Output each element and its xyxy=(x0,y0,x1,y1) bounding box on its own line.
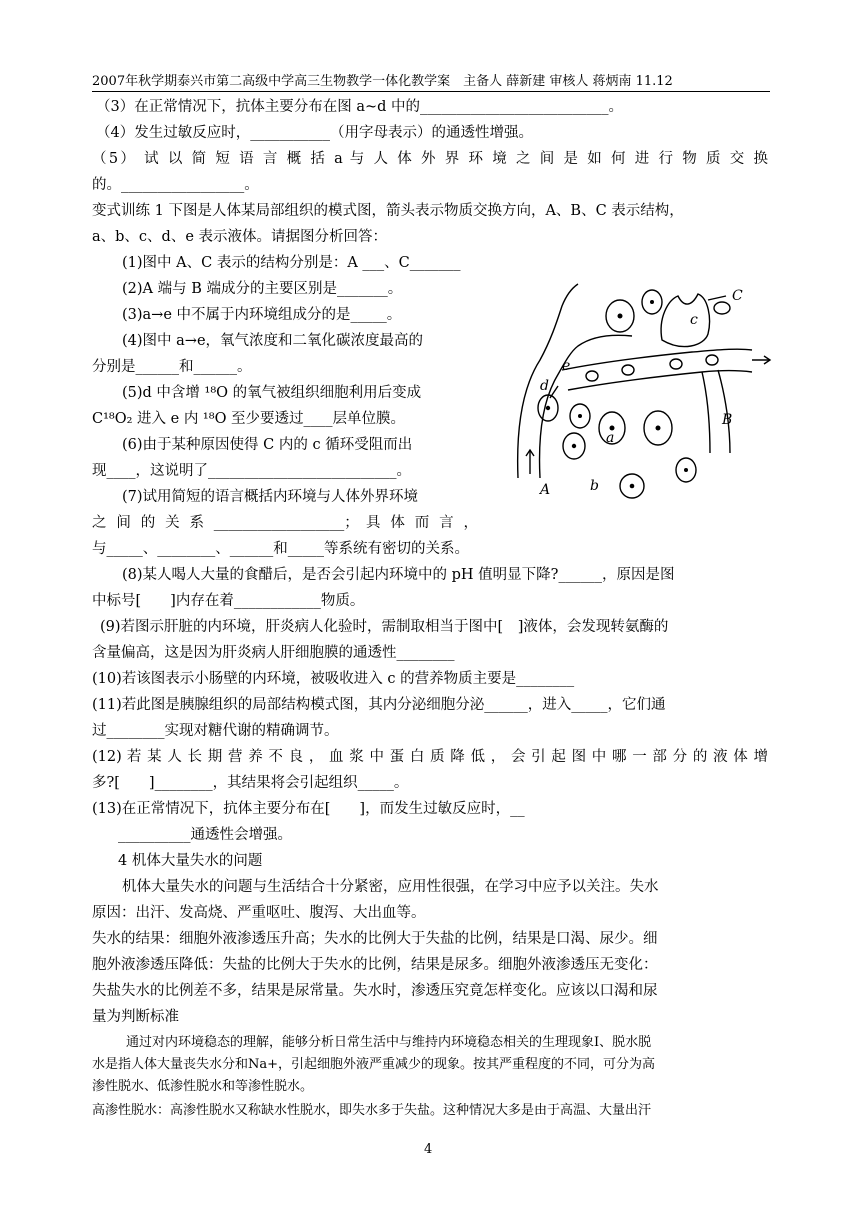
text-line: 胞外液渗透压降低：失盐的比例大于失水的比例，结果是尿多。细胞外液渗透压无变化： xyxy=(92,957,658,973)
page-number: 4 xyxy=(424,1142,433,1157)
text-line: 机体大量失水的问题与生活结合十分紧密，应用性很强，在学习中应予以关注。失水 xyxy=(122,879,659,895)
text-line: (12) 若 某 人 长 期 营 养 不 良 ， 血 浆 中 蛋 白 质 降 低 ， 会 引 起 图 中 哪 一 部 分 的 液 体 增 xyxy=(92,749,768,765)
text-line: （3）在正常情况下，抗体主要分布在图 a~d 中的__________________________。 xyxy=(96,99,624,115)
text-line: (11)若此图是胰腺组织的局部结构模式图，其内分泌细胞分泌______，进入_____，它们通 xyxy=(92,697,666,713)
text-line: 水是指人体大量丧失水分和Na+，引起细胞外液严重减少的现象。按其严重程度的不同，可分为高 xyxy=(92,1057,656,1072)
label-c: c xyxy=(690,312,698,328)
label-e: e xyxy=(562,358,571,374)
text-line: （5） 试 以 简 短 语 言 概 括 a 与 人 体 外 界 环 境 之 间 是 如 何 进 行 物 质 交 换 xyxy=(92,151,768,167)
text-line: 的。_________________。 xyxy=(92,177,259,193)
label-b: b xyxy=(590,478,599,494)
text-line: 分别是______和______。 xyxy=(92,359,252,375)
text-line: (6)由于某种原因使得 C 内的 c 循环受阻而出 xyxy=(122,437,413,453)
text-line: C¹⁸O₂ 进入 e 内 ¹⁸O 至少要透过____层单位膜。 xyxy=(92,411,406,427)
text-line: (10)若该图表示小肠壁的内环境，被吸收进入 c 的营养物质主要是________ xyxy=(92,671,575,687)
text-line: (1)图中 A、C 表示的结构分别是：A ___、C_______ xyxy=(122,255,461,271)
text-line: (8)某人喝人大量的食醋后，是否会引起内环境中的 pH 值明显下降?______，原因是图 xyxy=(122,567,675,583)
text-line: (5)d 中含增 ¹⁸O 的氧气被组织细胞利用后变成 xyxy=(122,385,422,401)
text-line: 渗性脱水、低渗性脱水和等渗性脱水。 xyxy=(92,1079,314,1094)
text-line: (13)在正常情况下，抗体主要分布在[ ]，而发生过敏反应时，__ xyxy=(92,801,525,817)
text-line: 含量偏高，这是因为肝炎病人肝细胞膜的通透性________ xyxy=(92,645,455,661)
text-line: a、b、c、d、e 表示液体。请据图分析回答： xyxy=(92,229,388,245)
label-C: C xyxy=(732,288,743,304)
label-d: d xyxy=(540,378,549,394)
text-line: 变式训练 1 下图是人体某局部组织的模式图，箭头表示物质交换方向，A、B、C 表示结构， xyxy=(92,203,684,219)
text-line: 原因：出汗、发高烧、严重呕吐、腹泻、大出血等。 xyxy=(92,905,426,921)
text-line: (7)试用简短的语言概括内环境与人体外界环境 xyxy=(122,489,419,505)
text-line: __________通透性会增强。 xyxy=(118,827,292,843)
text-line: 与_____、________、______和_____等系统有密切的关系。 xyxy=(92,541,469,557)
text-line: 失盐失水的比例差不多，结果是尿常量。失水时，渗透压究竟怎样变化。应该以口渴和尿 xyxy=(92,983,658,999)
text-line: 量为判断标准 xyxy=(92,1009,179,1025)
text-line: （4）发生过敏反应时，___________（用字母表示）的通透性增强。 xyxy=(96,125,533,141)
text-line: (4)图中 a→e，氧气浓度和二氧化碳浓度最高的 xyxy=(122,333,424,349)
text-line: 中标号[ ]内存在着____________物质。 xyxy=(92,593,365,609)
label-A: A xyxy=(540,482,551,498)
page-header: 2007年秋学期泰兴市第二高级中学高三生物教学一体化教学案 主备人 薛新建 审核人 蒋炳南 11.12 xyxy=(92,70,770,92)
text-line: 失水的结果：细胞外液渗透压升高；失水的比例大于失盐的比例，结果是口渴、尿少。细 xyxy=(92,931,658,947)
text-line: 通过对内环境稳态的理解，能够分析日常生活中与维持内环境稳态相关的生理现象Ⅰ、脱水脱 xyxy=(126,1035,652,1050)
text-line: 之 间 的 关 系 __________________； 具 体 而 言 ， xyxy=(92,515,478,531)
text-line: (2)A 端与 B 端成分的主要区别是_______。 xyxy=(122,281,403,297)
text-line: (9)若图示肝脏的内环境，肝炎病人化验时，需制取相当于图中[ ]液体，会发现转氨酶的 xyxy=(100,619,669,635)
text-line: 高渗性脱水：高渗性脱水又称缺水性脱水，即失水多于失盐。这种情况大多是由于高温、大量出汗 xyxy=(92,1103,652,1118)
label-a: a xyxy=(606,430,615,446)
section-heading: 4 机体大量失水的问题 xyxy=(118,853,263,869)
text-line: 现____，这说明了__________________________。 xyxy=(92,463,411,479)
text-line: 过________实现对糖代谢的精确调节。 xyxy=(92,723,339,739)
text-line: 多?[ ]________，其结果将会引起组织_____。 xyxy=(92,775,409,791)
label-B: B xyxy=(722,412,733,428)
tissue-diagram xyxy=(512,278,774,500)
text-line: (3)a→e 中不属于内环境组成分的是_____。 xyxy=(122,307,402,323)
